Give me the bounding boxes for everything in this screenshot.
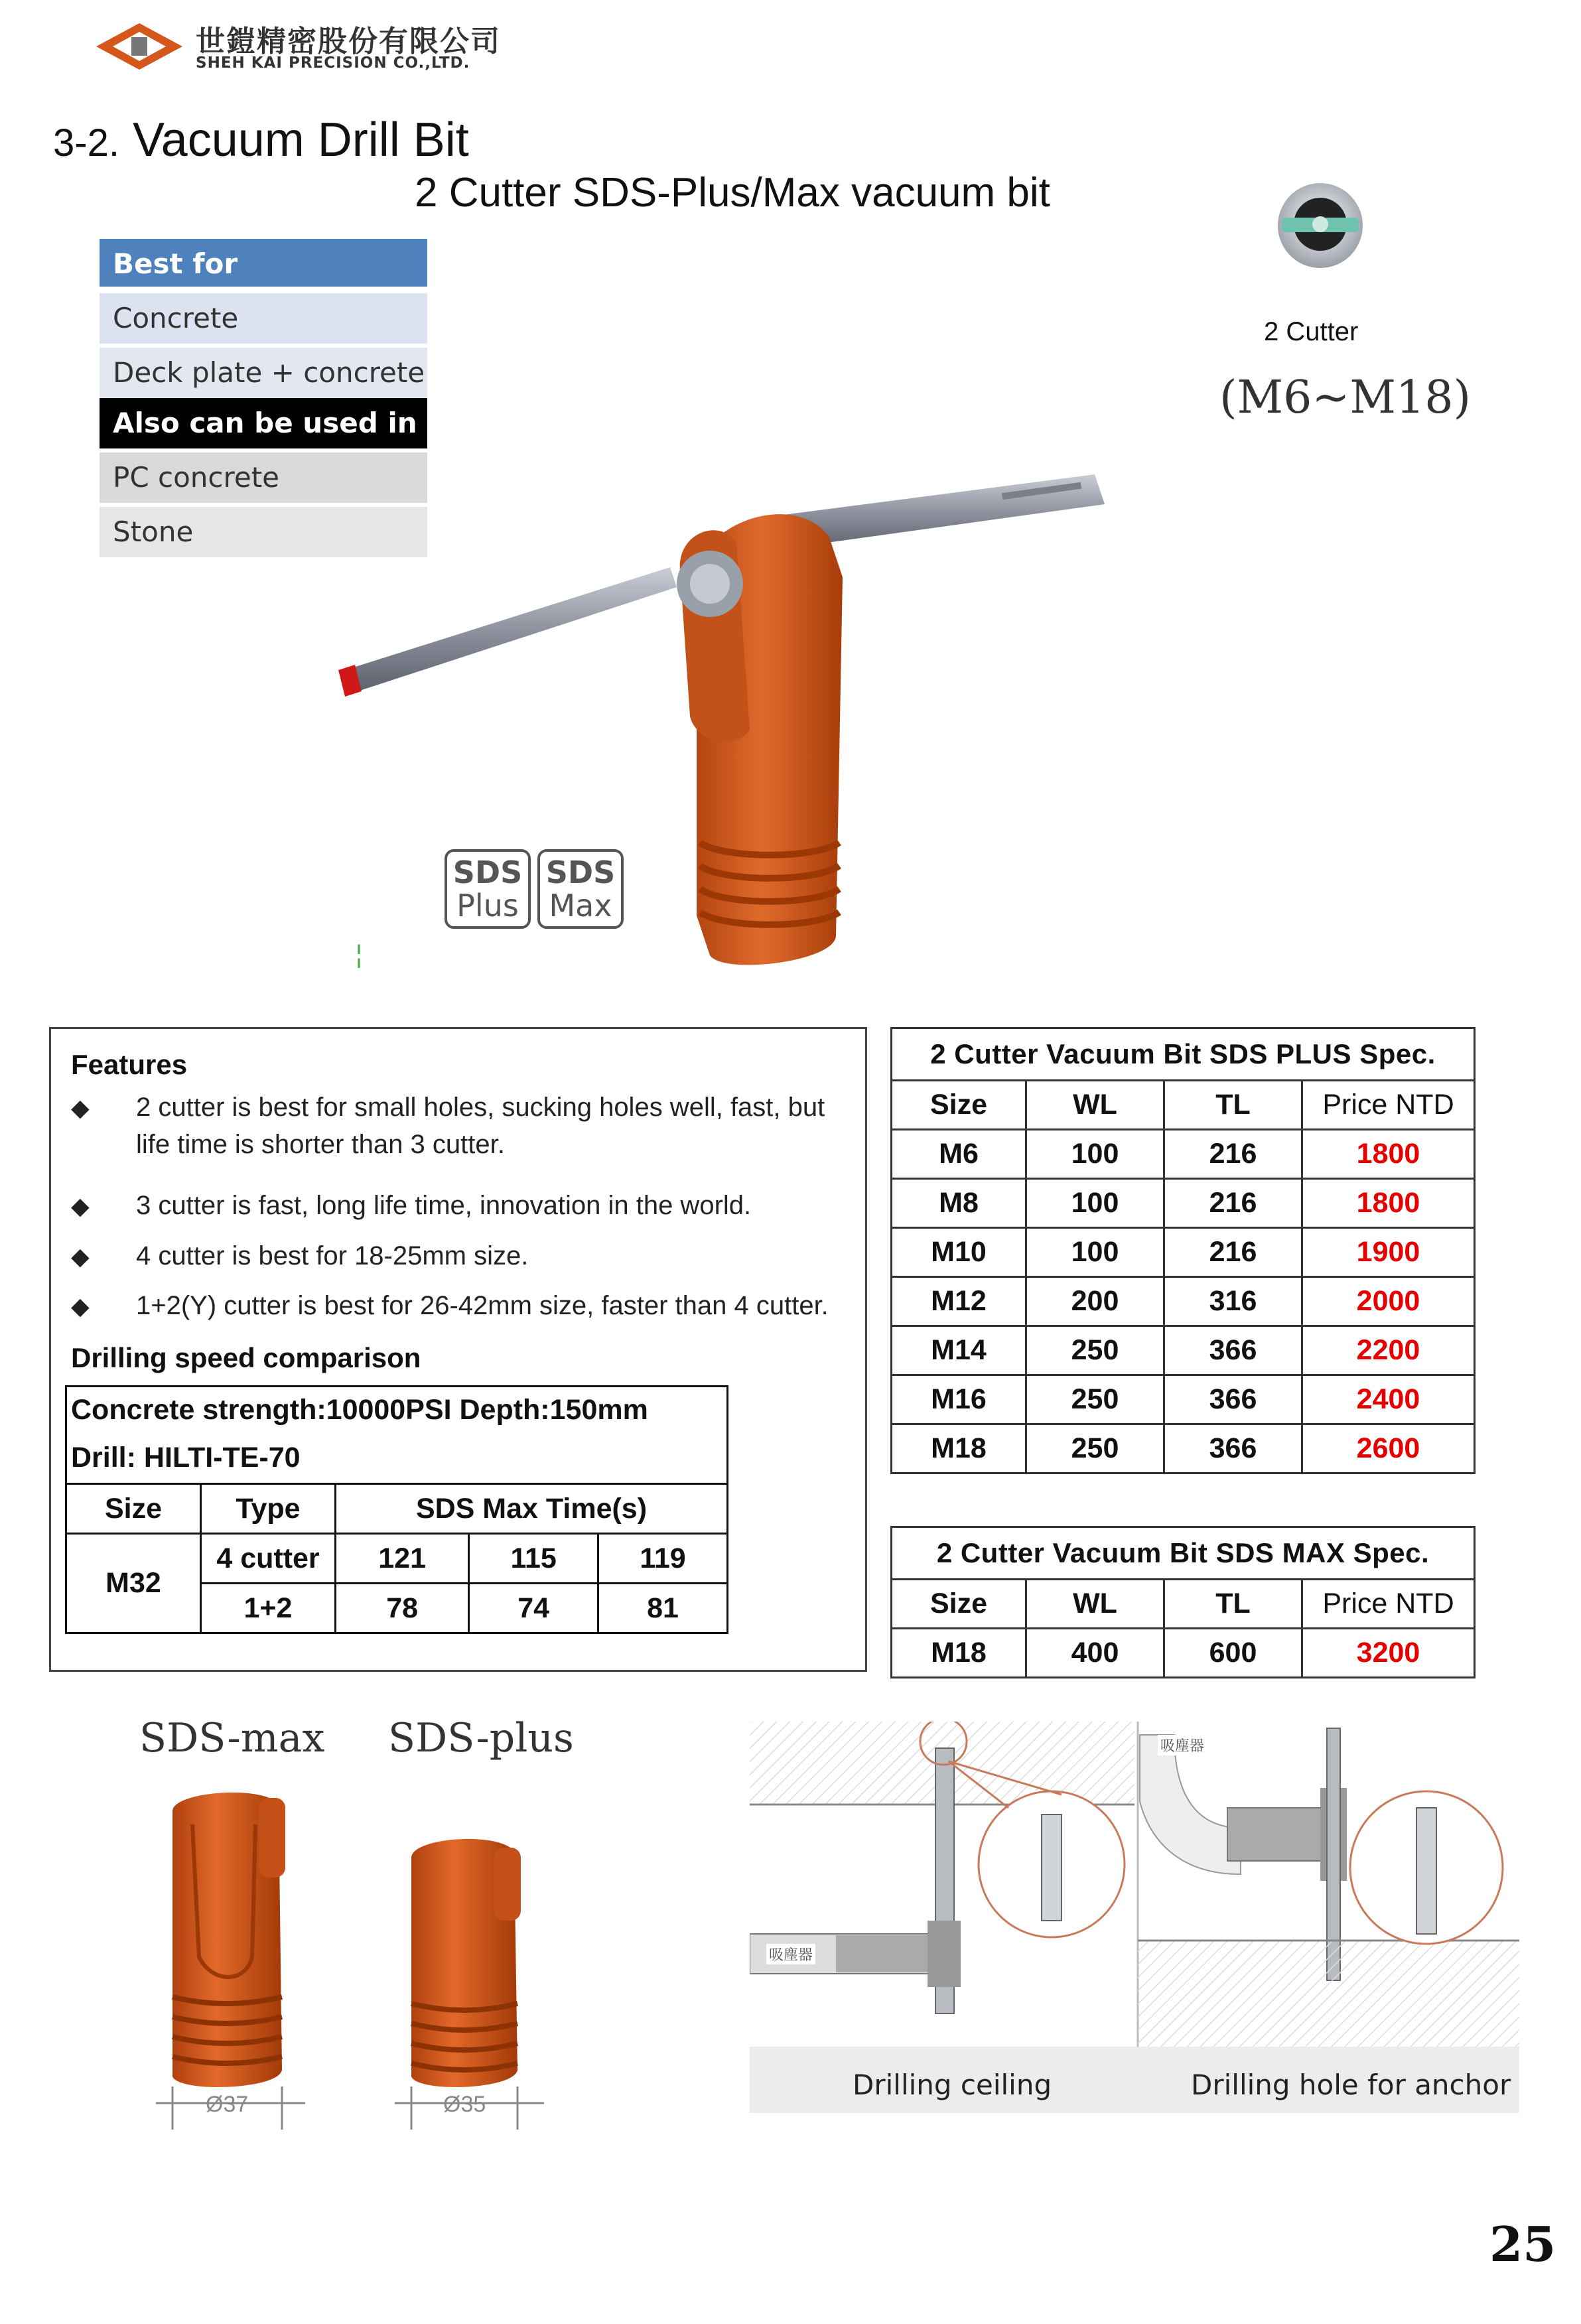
also-used-header: Also can be used in bbox=[100, 398, 427, 448]
spec-row: M12 200 316 2000 bbox=[892, 1277, 1475, 1326]
sds-plus-badge: SDS Plus bbox=[445, 849, 531, 929]
also-used-item: PC concrete bbox=[100, 452, 427, 503]
spec-row: M14 250 366 2200 bbox=[892, 1326, 1475, 1375]
comparison-header: Type bbox=[201, 1484, 336, 1534]
spec-row: M18 250 366 2600 bbox=[892, 1424, 1475, 1473]
spec-header: Price NTD bbox=[1302, 1580, 1475, 1629]
spec-row: M8 100 216 1800 bbox=[892, 1179, 1475, 1228]
company-name-cn: 世鎧精密股份有限公司 bbox=[196, 25, 501, 58]
drilling-ceiling-diagram bbox=[750, 1722, 1134, 2014]
comparison-condition: Concrete strength:10000PSI Depth:150mm bbox=[66, 1387, 728, 1433]
best-for-item: Concrete bbox=[100, 293, 427, 344]
spec-row: M10 100 216 1900 bbox=[892, 1228, 1475, 1277]
feature-text: 4 cutter is best for 18-25mm size. bbox=[136, 1241, 529, 1270]
spec-header: WL bbox=[1026, 1580, 1164, 1629]
speed-comparison-title: Drilling speed comparison bbox=[71, 1342, 421, 1373]
spec-header: Price NTD bbox=[1302, 1081, 1475, 1130]
stray-mark: ¦ bbox=[356, 941, 362, 969]
spec-header: Size bbox=[892, 1580, 1026, 1629]
comparison-size: M32 bbox=[66, 1534, 201, 1633]
company-logo bbox=[93, 13, 504, 80]
speed-comparison-table bbox=[65, 1385, 728, 1634]
feature-text: 2 cutter is best for small holes, sucking holes well, fast, but bbox=[136, 1093, 825, 1122]
sds-max-label: SDS-max bbox=[139, 1715, 325, 1761]
spec-header: TL bbox=[1164, 1580, 1302, 1629]
sds-max-badge: SDS Max bbox=[537, 849, 624, 929]
sds-plus-spec-table bbox=[890, 1027, 1476, 1474]
sds-max-diameter: Ø37 bbox=[206, 2092, 249, 2117]
comparison-time: 78 bbox=[336, 1584, 469, 1633]
page-number: 25 bbox=[1489, 2216, 1556, 2272]
section-subtitle: 2 Cutter SDS-Plus/Max vacuum bit bbox=[415, 170, 1050, 216]
cutter-tip-icon bbox=[1274, 179, 1367, 272]
sds-plus-label: SDS-plus bbox=[388, 1715, 574, 1761]
feature-bullet: ◆ bbox=[71, 1292, 90, 1320]
feature-bullet: ◆ bbox=[71, 1243, 90, 1270]
features-title: Features bbox=[71, 1049, 188, 1080]
feature-bullet: ◆ bbox=[71, 1094, 90, 1121]
comparison-time: 74 bbox=[469, 1584, 598, 1633]
comparison-header: SDS Max Time(s) bbox=[336, 1484, 728, 1534]
drilling-anchor-diagram bbox=[1138, 1722, 1519, 2047]
spec-title: 2 Cutter Vacuum Bit SDS MAX Spec. bbox=[892, 1527, 1475, 1580]
comparison-type: 1+2 bbox=[201, 1584, 336, 1633]
dust-label: 吸塵器 bbox=[1158, 1735, 1207, 1755]
comparison-header: Size bbox=[66, 1484, 201, 1534]
comparison-time: 121 bbox=[336, 1534, 469, 1584]
spec-row: M16 250 366 2400 bbox=[892, 1375, 1475, 1424]
cutter-range: (M6~M18) bbox=[1219, 372, 1472, 424]
sds-max-spec-table bbox=[890, 1526, 1476, 1678]
comparison-type: 4 cutter bbox=[201, 1534, 336, 1584]
best-for-header: Best for bbox=[100, 239, 427, 289]
section-heading bbox=[53, 113, 469, 167]
spec-row: M18 400 600 3200 bbox=[892, 1629, 1475, 1678]
comparison-drill: Drill: HILTI-TE-70 bbox=[66, 1432, 728, 1484]
cutter-label: 2 Cutter bbox=[1264, 317, 1359, 346]
usage-diagrams bbox=[750, 1722, 1519, 2113]
feature-text: life time is shorter than 3 cutter. bbox=[136, 1130, 505, 1159]
spec-header: TL bbox=[1164, 1081, 1302, 1130]
comparison-time: 81 bbox=[598, 1584, 728, 1633]
spec-header: Size bbox=[892, 1081, 1026, 1130]
also-used-item: Stone bbox=[100, 507, 427, 557]
sds-plus-adapter bbox=[395, 1839, 544, 2130]
feature-bullet: ◆ bbox=[71, 1192, 90, 1219]
caption-drilling-ceiling: Drilling ceiling bbox=[853, 2069, 1052, 2101]
dust-label: 吸塵器 bbox=[766, 1944, 815, 1964]
comparison-time: 115 bbox=[469, 1534, 598, 1584]
adapter-illustrations bbox=[146, 1785, 571, 2143]
feature-text: 3 cutter is fast, long life time, innovation in the world. bbox=[136, 1191, 752, 1220]
spec-header: WL bbox=[1026, 1081, 1164, 1130]
feature-text: 1+2(Y) cutter is best for 26-42mm size, faster than 4 cutter. bbox=[136, 1291, 829, 1320]
spec-title: 2 Cutter Vacuum Bit SDS PLUS Spec. bbox=[892, 1028, 1475, 1081]
comparison-time: 119 bbox=[598, 1534, 728, 1584]
section-number: 3-2. bbox=[53, 121, 119, 165]
best-for-item: Deck plate + concrete bbox=[100, 348, 427, 398]
sds-plus-diameter: Ø35 bbox=[443, 2092, 486, 2117]
sds-max-adapter bbox=[156, 1793, 305, 2130]
caption-drilling-anchor: Drilling hole for anchor bbox=[1191, 2069, 1511, 2101]
company-name-en: SHEH KAI PRECISION CO.,LTD. bbox=[196, 54, 470, 72]
spec-row: M6 100 216 1800 bbox=[892, 1130, 1475, 1179]
section-title: Vacuum Drill Bit bbox=[132, 113, 469, 167]
logo-mark-icon bbox=[93, 20, 186, 73]
